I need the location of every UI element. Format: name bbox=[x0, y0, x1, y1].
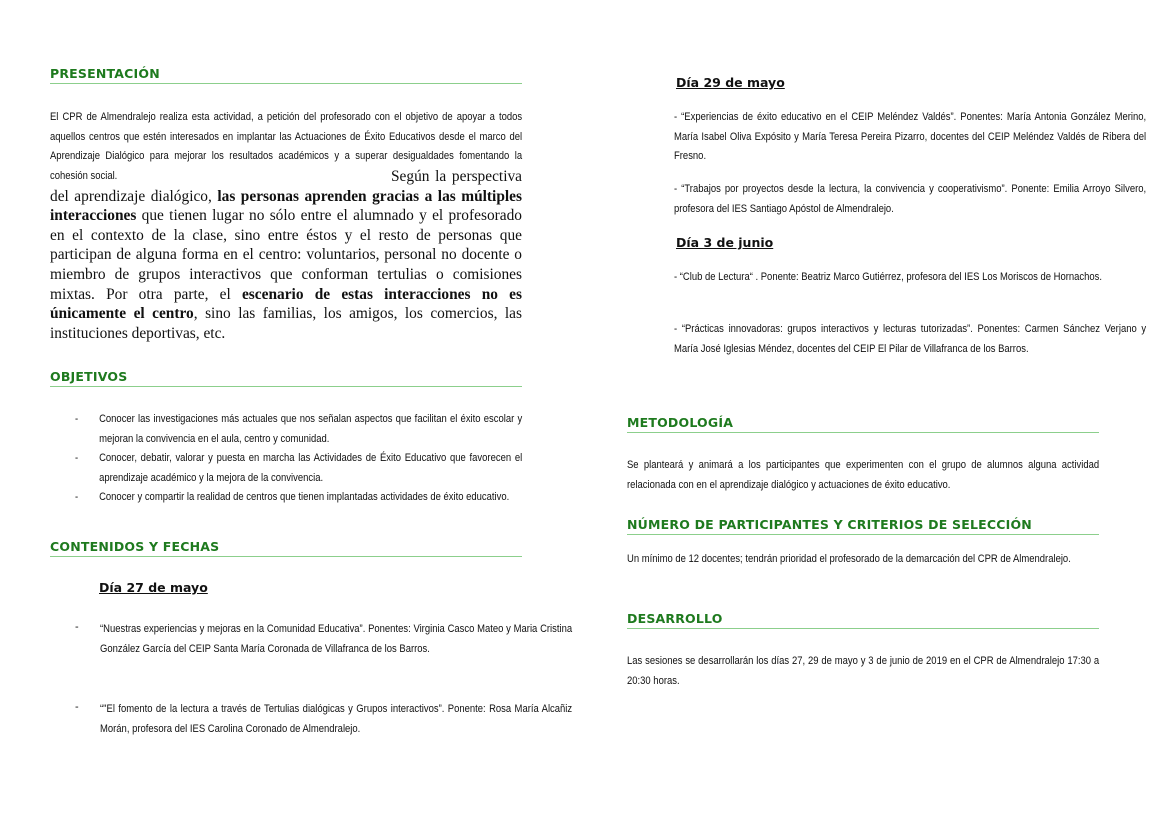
presentacion-bold-2: escenario de estas interacciones no es únicamente el centro bbox=[50, 285, 522, 323]
list-dash: - bbox=[75, 413, 79, 425]
day-29-item-2: - “Trabajos por proyectos desde la lectura, la convivencia y cooperativismo”. Ponente: Emilia Arroyo Silvero, profesora del IES Santiago Apóstol de Almendralejo. bbox=[674, 183, 1147, 215]
contenido-item-1: “Nuestras experiencias y mejoras en la Comunidad Educativa”. Ponentes: Virginia Casco Mateo y Maria Cristina González García del CEIP Santa María Coronada de Villafranca de los Barros. bbox=[100, 623, 573, 655]
list-dash: - bbox=[75, 491, 79, 504]
list-item bbox=[75, 449, 522, 488]
list-dash: - bbox=[75, 452, 79, 465]
objetivos-list bbox=[75, 410, 522, 508]
list-item-text: Conocer, debatir, valorar y puesta en marcha las Actividades de Éxito Educativo que favorecen el aprendizaje académico y la mejora de la convivencia. bbox=[99, 452, 523, 484]
objetivos-heading: OBJETIVOS bbox=[50, 369, 522, 387]
presentacion-bold-1: las personas aprenden gracias a las múltiples interacciones bbox=[50, 187, 522, 225]
list-item-text: Conocer y compartir la realidad de centros que tienen implantadas actividades de éxito educativo. bbox=[99, 491, 510, 504]
list-item bbox=[75, 410, 522, 449]
day-27-title: Día 27 de mayo bbox=[99, 580, 208, 595]
presentacion-body bbox=[50, 167, 522, 343]
presentacion-text-1: Según la perspectiva del aprendizaje dialógico, bbox=[50, 168, 522, 205]
list-item bbox=[75, 488, 522, 508]
metodologia-heading: METODOLOGÍA bbox=[627, 415, 1099, 433]
list-dash: - bbox=[75, 701, 79, 713]
day-29-item-1: - “Experiencias de éxito educativo en el CEIP Meléndez Valdés”. Ponentes: María Antonia González Merino, María Isabel Oliva Expósito y María Teresa Pereira Pizarro, docentes del CEIP Meléndez Valdés de Ribera del Fresno. bbox=[674, 111, 1147, 163]
metodologia-text: Se planteará y animará a los participantes que experimenten con el grupo de alumnos alguna actividad relacionada con en el aprendizaje dialógico y actuaciones de éxito educativo. bbox=[627, 459, 1100, 491]
participantes-text: Un mínimo de 12 docentes; tendrán prioridad el profesorado de la demarcación del CPR de Almendralejo. bbox=[627, 553, 1071, 565]
desarrollo-text: Las sesiones se desarrollarán los días 27, 29 de mayo y 3 de junio de 2019 en el CPR de Almendralejo 17:30 a 20:30 horas. bbox=[627, 655, 1100, 687]
presentacion-heading: PRESENTACIÓN bbox=[50, 66, 522, 84]
day-3-title: Día 3 de junio bbox=[676, 235, 774, 250]
contenidos-heading: CONTENIDOS Y FECHAS bbox=[50, 539, 522, 557]
presentacion-intro: El CPR de Almendralejo realiza esta actividad, a petición del profesorado con el objetivo de apoyar a todos aquellos centros que estén interesados en implantar las Actuaciones de Éxito Educativos desde el marco del Aprendizaje Dialógico para mejorar los resultados académicos y a superar desigualdades fomentando la cohesión social. bbox=[50, 111, 523, 182]
list-item-text: Conocer las investigaciones más actuales que nos señalan aspectos que facilitan el éxito escolar y mejoran la convivencia en el aula, centro y comunidad. bbox=[99, 413, 523, 445]
day-29-title: Día 29 de mayo bbox=[676, 75, 785, 90]
participantes-heading: NÚMERO DE PARTICIPANTES Y CRITERIOS DE SELECCIÓN bbox=[627, 517, 1099, 535]
desarrollo-heading: DESARROLLO bbox=[627, 611, 1099, 629]
presentacion-text-3: , sino las familias, los amigos, los comercios, las instituciones deportivas, etc. bbox=[50, 305, 522, 342]
list-dash: - bbox=[75, 621, 79, 633]
day-3-item-1: - “Club de Lectura“ . Ponente: Beatriz Marco Gutiérrez, profesora del IES Los Moriscos de Hornachos. bbox=[674, 271, 1102, 283]
presentacion-text-2: que tienen lugar no sólo entre el alumnado y el profesorado en el contexto de la clase, sino entre éstos y el resto de personas que participan de alguna forma en el centro: voluntarios, personal no docente o miembro de grupos interactivos que conforman tertulias o comisiones mixtas. Por otra parte, el bbox=[50, 207, 522, 303]
day-3-item-2: - “Prácticas innovadoras: grupos interactivos y lecturas tutorizadas”. Ponentes: Carmen Sánchez Verjano y María José Iglesias Méndez, docentes del CEIP El Pilar de Villafranca de los Barros. bbox=[674, 323, 1147, 355]
contenido-item-2: “"El fomento de la lectura a través de Tertulias dialógicas y Grupos interactivos”. Ponente: Rosa María Alcañiz Morán, profesora del IES Carolina Coronado de Almendralejo. bbox=[100, 703, 573, 735]
